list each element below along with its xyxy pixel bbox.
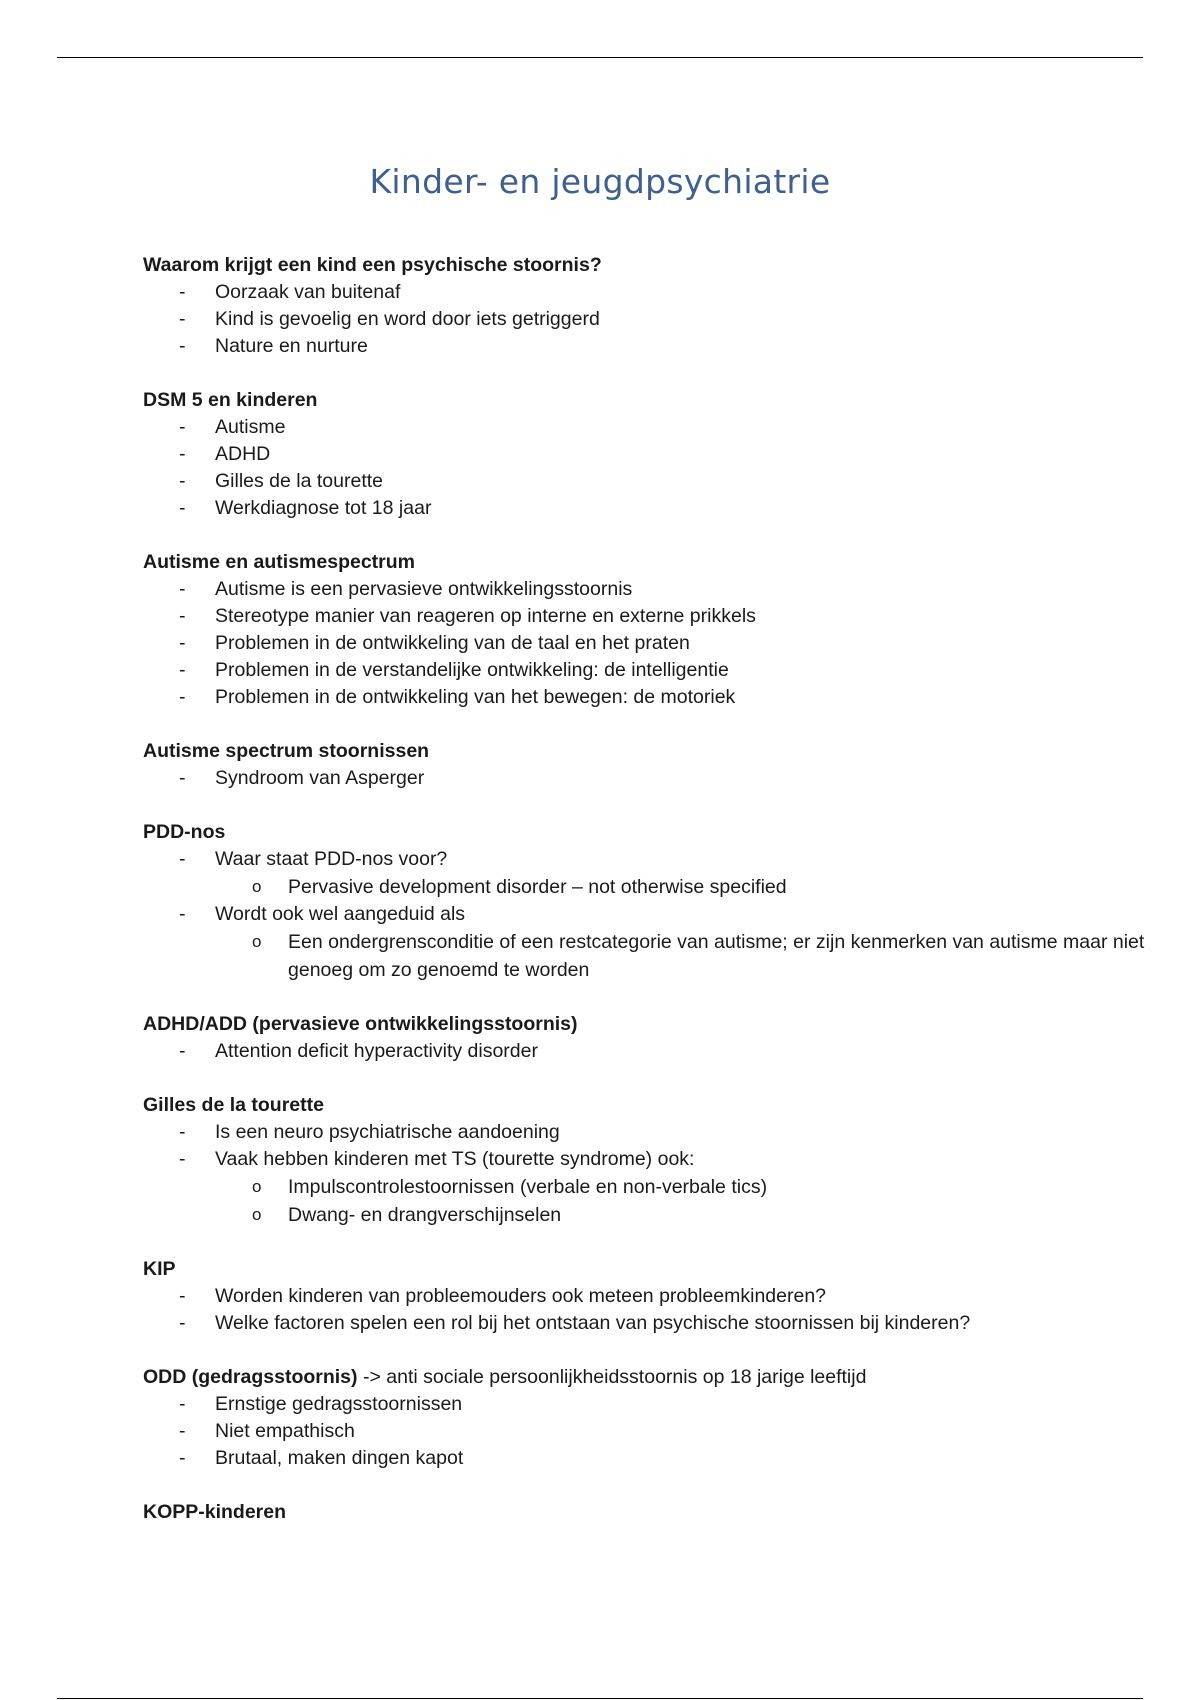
list-item: - Attention deficit hyperactivity disorder [143, 1038, 1143, 1065]
list-item: - Oorzaak van buitenaf [143, 279, 1143, 306]
sub-list-item: o Een ondergrensconditie of een restcategorie van autisme; er zijn kenmerken van autisme maar niet genoeg om zo genoemd te worden [143, 928, 1168, 984]
dash-bullet: - [179, 903, 186, 925]
section-heading-odd: ODD (gedragsstoornis) -> anti sociale persoonlijkheidsstoornis op 18 jarige leeftijd [143, 1366, 867, 1388]
dash-bullet: - [179, 335, 186, 357]
footer-rule [57, 1698, 1143, 1699]
section-heading-pdd: PDD-nos [143, 821, 226, 843]
header-rule [57, 57, 1143, 58]
list-item: - Werkdiagnose tot 18 jaar [143, 495, 1143, 522]
dash-bullet: - [179, 470, 186, 492]
list-item: - Kind is gevoelig en word door iets getriggerd [143, 306, 1143, 333]
list-item: - Problemen in de verstandelijke ontwikkeling: de intelligentie [143, 657, 1143, 684]
list-item: - Vaak hebben kinderen met TS (tourette syndrome) ook: [143, 1146, 1143, 1173]
section-heading-dsm: DSM 5 en kinderen [143, 389, 318, 411]
list-item: - Welke factoren spelen een rol bij het ontstaan van psychische stoornissen bij kinderen? [143, 1310, 1143, 1337]
dash-bullet: - [179, 1447, 186, 1469]
dash-bullet: - [179, 848, 186, 870]
dash-bullet: - [179, 497, 186, 519]
sub-list-item: o Pervasive development disorder – not otherwise specified [143, 873, 1143, 901]
circle-bullet: o [252, 932, 262, 951]
dash-bullet: - [179, 1312, 186, 1334]
dash-bullet: - [179, 1148, 186, 1170]
section-heading-spectrum: Autisme spectrum stoornissen [143, 740, 430, 762]
list-item: - Problemen in de ontwikkeling van het bewegen: de motoriek [143, 684, 1143, 711]
list-item: - Autisme is een pervasieve ontwikkelingsstoornis [143, 576, 1143, 603]
list-item: - Gilles de la tourette [143, 468, 1143, 495]
list-item: - Problemen in de ontwikkeling van de taal en het praten [143, 630, 1143, 657]
dash-bullet: - [179, 659, 186, 681]
list-item: - ADHD [143, 441, 1143, 468]
list-item: - Stereotype manier van reageren op interne en externe prikkels [143, 603, 1143, 630]
dash-bullet: - [179, 605, 186, 627]
sub-list-item: o Dwang- en drangverschijnselen [143, 1201, 1143, 1229]
dash-bullet: - [179, 578, 186, 600]
circle-bullet: o [252, 1205, 262, 1224]
list-item: - Syndroom van Asperger [143, 765, 1143, 792]
dash-bullet: - [179, 443, 186, 465]
section-heading-autisme: Autisme en autismespectrum [143, 551, 416, 573]
list-item: - Nature en nurture [143, 333, 1143, 360]
dash-bullet: - [179, 1121, 186, 1143]
dash-bullet: - [179, 767, 186, 789]
dash-bullet: - [179, 308, 186, 330]
dash-bullet: - [179, 632, 186, 654]
list-item: - Brutaal, maken dingen kapot [143, 1445, 1143, 1472]
list-item: - Worden kinderen van probleemouders ook meteen probleemkinderen? [143, 1283, 1143, 1310]
dash-bullet: - [179, 281, 186, 303]
page-title: Kinder- en jeugdpsychiatrie [369, 162, 831, 201]
dash-bullet: - [179, 416, 186, 438]
list-item: - Is een neuro psychiatrische aandoening [143, 1119, 1143, 1146]
section-heading-adhd: ADHD/ADD (pervasieve ontwikkelingsstoornis) [143, 1013, 578, 1035]
section-heading-kip: KIP [143, 1258, 176, 1280]
dash-bullet: - [179, 686, 186, 708]
document-body [143, 252, 1143, 1526]
dash-bullet: - [179, 1420, 186, 1442]
dash-bullet: - [179, 1393, 186, 1415]
list-item: - Autisme [143, 414, 1143, 441]
list-item: - Wordt ook wel aangeduid als [143, 901, 1143, 928]
section-heading-kopp: KOPP-kinderen [143, 1501, 287, 1523]
list-item: - Niet empathisch [143, 1418, 1143, 1445]
section-heading-gilles: Gilles de la tourette [143, 1094, 324, 1116]
list-item: - Waar staat PDD-nos voor? [143, 846, 1143, 873]
dash-bullet: - [179, 1285, 186, 1307]
sub-list-item: o Impulscontrolestoornissen (verbale en non-verbale tics) [143, 1173, 1143, 1201]
dash-bullet: - [179, 1040, 186, 1062]
list-item: - Ernstige gedragsstoornissen [143, 1391, 1143, 1418]
section-heading-waarom: Waarom krijgt een kind een psychische stoornis? [143, 254, 602, 276]
circle-bullet: o [252, 877, 262, 896]
circle-bullet: o [252, 1177, 262, 1196]
